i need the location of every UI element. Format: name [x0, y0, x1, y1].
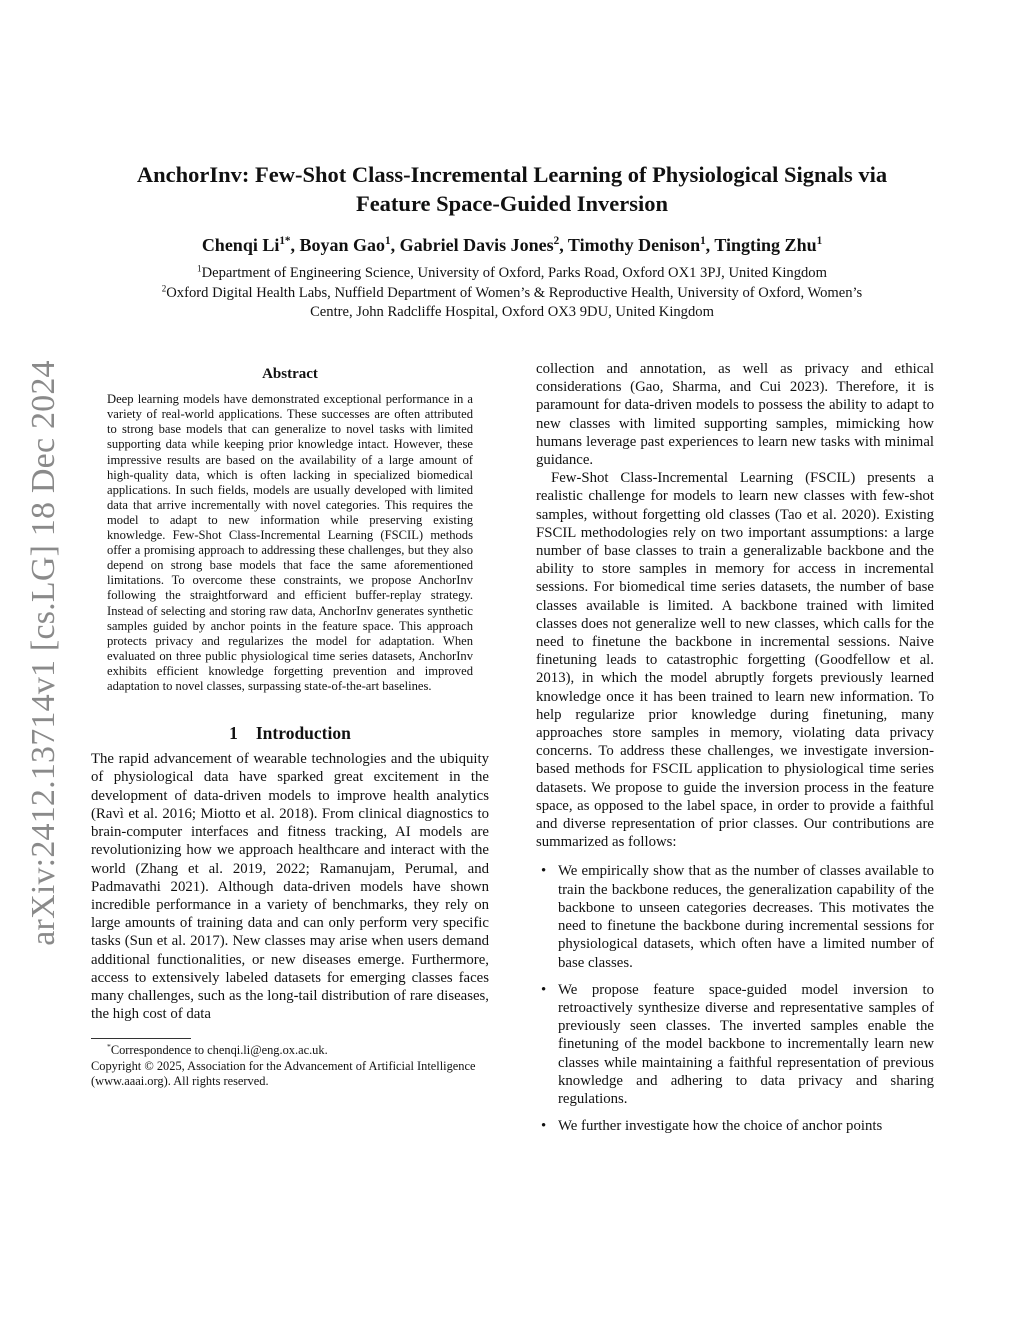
section-title: Introduction — [255, 723, 351, 744]
author: Boyan Gao$^1$, — [299, 235, 400, 255]
list-item: • We empirically show that as the number of classes available to train the backbone reduces, the generalization capability of the backbone to unseen categories decreases. This motivates the need to finetune the backbone during incremental sessions for physiological datasets, which often have a limited number of base classes. — [541, 863, 934, 971]
affiliations — [92, 264, 932, 323]
arxiv-id-text: arXiv:2412.13714v1 [cs.LG] 18 Dec 2024 — [25, 360, 62, 946]
title-line-2: Feature Space-Guided Inversion — [355, 191, 669, 216]
correspondence-footnote: *Correspondence to chenqi.li@eng.ox.ac.uk. — [107, 1042, 328, 1058]
author: Chenqi $Li^{1*}$, — [201, 235, 300, 255]
intro-paragraph-1: The rapid advancement of wearable technologies and the ubiquity of physiological data have sparked great excitement in the development of data-driven models to improve health analytics (Ravì et al. 2016; Miotto et al. 2018). From clinical diagnostics to brain-computer interfaces and fitness tracking, AI models are revolutionizing how we approach healthcare and interact with the world (Zhang et al. 2019, 2022; Ramanujam, Perumal, and Padmavathi 2021). Although data-driven models have shown incredible performance in a variety of benchmarks, they rely on large amounts of training data and can only perform very specific tasks (Sun et al. 2017). New classes may arise when users demand additional functionalities, or new diseases emerge. Furthermore, access to extensively labeled datasets for emerging classes faces many challenges, such as the long-tail distribution of rare diseases, the high cost of data — [91, 751, 489, 1023]
author: Tingting Zhu$^1$ — [714, 235, 823, 255]
left-column — [91, 365, 489, 1089]
intro-paragraph-1-continued: collection and annotation, as well as privacy and ethical considerations (Gao, Sharma, and Cui 2023). Therefore, it is paramount for data-driven models to possess the ability to adapt to new classes with limited supporting samples, mimicking how humans leverage past experiences to learn new tasks with minimal guidance. — [536, 361, 934, 469]
footnote-divider — [91, 1038, 191, 1039]
bullet-icon: • — [541, 1118, 547, 1135]
bullet-icon: • — [541, 981, 547, 998]
list-item: • We propose feature space-guided model inversion to retroactively synthesize diverse and representative samples of previously seen classes. The inverted samples enable the finetuning of the model backbone to incrementally learn new classes while maintaining a faithful representation of previous knowledge and adhering to data privacy and sharing regulations. — [541, 981, 934, 1107]
affiliation-1: $^1$Department of Engineering Science, University of Oxford, Parks Road, Oxford OX1 3PJ, United Kingdom — [197, 263, 827, 281]
title-line-1: AnchorInv: Few-Shot Class-Incremental Learning of Physiological Signals via — [136, 162, 888, 187]
section-number: 1 — [229, 723, 238, 744]
contributions-list — [536, 862, 934, 1135]
list-item: • We further investigate how the choice of anchor points — [541, 1118, 883, 1135]
section-heading-introduction — [91, 724, 489, 742]
bullet-icon: • — [541, 863, 547, 880]
abstract-heading: Abstract — [262, 366, 318, 382]
author-list — [100, 233, 924, 257]
copyright-notice: Copyright © 2025, Association for the Advancement of Artificial Intelligence (www.aaai.org). All rights reserved. — [91, 1058, 476, 1088]
paper-title — [100, 160, 924, 218]
intro-paragraph-2: Few-Shot Class-Incremental Learning (FSCIL) presents a realistic challenge for models to learn new classes with few-shot samples, without forgetting old classes (Tao et al. 2020). Existing FSCIL methodologies rely on two important assumptions: a large number of base classes to train a generalizable backbone and the ability to store samples in memory for access in incremental sessions. For biomedical time series datasets, the number of base classes available is limited. A backbone trained with limited classes does not generalize well to new classes, which calls for the need to finetune the backbone in incremental sessions. Naive finetuning leads to catastrophic forgetting (Goodfellow et al. 2013), in which the model abruptly forgets previously learned knowledge once it has been trained to learn new information. To help regularize prior knowledge during finetuning, many approaches store samples in memory, violating data privacy concerns. To address these challenges, we investigate inversion-based methods for FSCIL application to physiological time series datasets. We propose to guide the inversion process in the feature space, as opposed to the label space, in order to provide a faithful and diverse representation of prior classes. Our contributions are summarized as follows: — [536, 470, 934, 851]
author: Timothy Denison$^1$, — [567, 235, 715, 255]
affiliation-2-continued: Centre, John Radcliffe Hospital, Oxford OX3 9DU, United Kingdom — [310, 304, 714, 320]
right-column — [536, 360, 934, 1144]
author: Gabriel Davis Jones$^2$, — [399, 235, 568, 255]
affiliation-2: $^2$Oxford Digital Health Labs, Nuffield Department of Women’s & Reproductive Health, University of Oxford, Women’s — [161, 282, 863, 301]
footnotes — [91, 1043, 489, 1089]
abstract-body: Deep learning models have demonstrated exceptional performance in a variety of real-world applications. These successes are often attributed to strong base models that can generalize to novel tasks with limited supporting data while keeping prior knowledge intact. However, these impressive results are based on the availability of a large amount of high-quality data, which is often lacking in specialized biomedical applications. In such fields, models are usually developed with limited data that arrive incrementally with novel categories. This requires the model to adapt to new information while preserving existing knowledge. Few-Shot Class-Incremental Learning (FSCIL) methods offer a promising approach to addressing these challenges, but they also depend on strong base models that face the same aforementioned limitations. To overcome these constraints, we propose AnchorInv following the straightforward and efficient buffer-replay strategy. Instead of selecting and storing raw data, AnchorInv generates synthetic samples guided by anchor points in the feature space. This approach protects privacy and regularizes the model for adaptation. When evaluated on three public physiological time series datasets, AnchorInv exhibits efficient knowledge forgetting prevention and improved adaptation to novel classes, surpassing state-of-the-art baselines. — [107, 392, 473, 693]
